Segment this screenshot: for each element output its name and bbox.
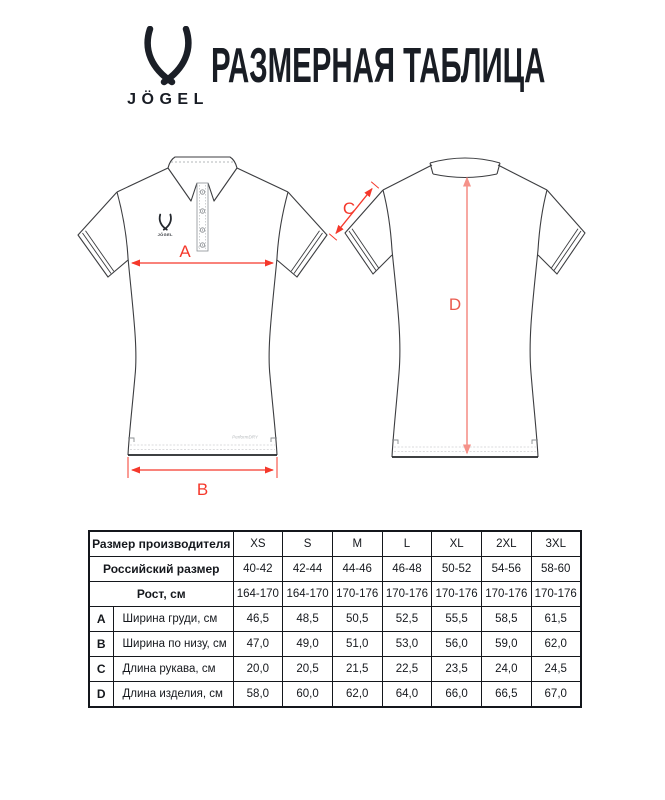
brand-logo <box>122 26 214 108</box>
measure-value-cell: 53,0 <box>382 632 432 657</box>
info-value-cell: 170-176 <box>481 582 531 607</box>
measure-value-cell: 67,0 <box>531 682 581 708</box>
measure-value-cell: 20,0 <box>233 657 283 682</box>
measure-value-cell: 61,5 <box>531 607 581 632</box>
hem-stitching <box>130 445 275 450</box>
chest-width-label: A <box>179 242 191 261</box>
info-value-cell: 46-48 <box>382 557 432 582</box>
table-header-row <box>89 531 581 557</box>
table-info-row <box>89 557 581 582</box>
measure-value-cell: 64,0 <box>382 682 432 708</box>
chest-logo-icon <box>158 215 174 238</box>
measure-value-cell: 66,0 <box>432 682 482 708</box>
measure-name-cell: Ширина по низу, см <box>113 632 233 657</box>
measure-value-cell: 52,5 <box>382 607 432 632</box>
measure-value-cell: 23,5 <box>432 657 482 682</box>
info-value-cell: 50-52 <box>432 557 482 582</box>
info-value-cell: 170-176 <box>382 582 432 607</box>
table-measure-row <box>89 657 581 682</box>
info-row-label: Российский размер <box>89 557 233 582</box>
size-column-header: S <box>283 531 333 557</box>
measure-value-cell: 21,5 <box>332 657 382 682</box>
brand-logo-icon <box>148 29 189 82</box>
fabric-watermark: PerformDRY <box>232 434 258 440</box>
sleeve-length-label: C <box>342 199 356 218</box>
info-value-cell: 40-42 <box>233 557 283 582</box>
info-value-cell: 170-176 <box>332 582 382 607</box>
table-measure-row <box>89 607 581 632</box>
info-value-cell: 42-44 <box>283 557 333 582</box>
size-column-header: XL <box>432 531 482 557</box>
front-shirt-outline <box>78 157 327 455</box>
brand-wordmark: JÖGEL <box>127 91 209 108</box>
measure-name-cell: Длина рукава, см <box>113 657 233 682</box>
size-column-header: L <box>382 531 432 557</box>
table-info-row <box>89 582 581 607</box>
size-table-body <box>89 531 581 707</box>
measure-value-cell: 46,5 <box>233 607 283 632</box>
measure-value-cell: 22,5 <box>382 657 432 682</box>
hem-stitching <box>394 447 536 452</box>
measure-value-cell: 51,0 <box>332 632 382 657</box>
info-value-cell: 58-60 <box>531 557 581 582</box>
info-value-cell: 54-56 <box>481 557 531 582</box>
size-table <box>88 530 582 708</box>
info-value-cell: 164-170 <box>233 582 283 607</box>
measure-value-cell: 59,0 <box>481 632 531 657</box>
size-column-header: 3XL <box>531 531 581 557</box>
manufacturer-size-label: Размер производителя <box>89 531 233 557</box>
measure-value-cell: 60,0 <box>283 682 333 708</box>
chest-logo-text: JÖGEL <box>157 232 174 238</box>
measure-value-cell: 58,0 <box>233 682 283 708</box>
measure-value-cell: 49,0 <box>283 632 333 657</box>
measure-letter-cell: B <box>89 632 113 657</box>
size-column-header: XS <box>233 531 283 557</box>
table-measure-row <box>89 632 581 657</box>
measure-name-cell: Ширина груди, см <box>113 607 233 632</box>
measure-value-cell: 50,5 <box>332 607 382 632</box>
measure-letter-cell: A <box>89 607 113 632</box>
size-column-header: M <box>332 531 382 557</box>
measure-value-cell: 62,0 <box>332 682 382 708</box>
measure-value-cell: 62,0 <box>531 632 581 657</box>
info-row-label: Рост, см <box>89 582 233 607</box>
placket <box>197 183 208 251</box>
measure-name-cell: Длина изделия, см <box>113 682 233 708</box>
measure-value-cell: 20,5 <box>283 657 333 682</box>
measure-letter-cell: D <box>89 682 113 708</box>
size-column-header: 2XL <box>481 531 531 557</box>
page-title: РАЗМЕРНАЯ ТАБЛИЦА <box>211 39 546 93</box>
info-value-cell: 164-170 <box>283 582 333 607</box>
back-shirt-outline <box>342 158 585 457</box>
front-view-diagram <box>58 148 330 500</box>
measure-value-cell: 56,0 <box>432 632 482 657</box>
back-view-diagram <box>323 148 613 500</box>
measure-value-cell: 48,5 <box>283 607 333 632</box>
measure-value-cell: 24,0 <box>481 657 531 682</box>
measure-letter-cell: C <box>89 657 113 682</box>
info-value-cell: 44-46 <box>332 557 382 582</box>
garment-length-label: D <box>448 295 462 314</box>
bottom-width-arrow <box>128 457 277 478</box>
measure-value-cell: 47,0 <box>233 632 283 657</box>
measure-value-cell: 58,5 <box>481 607 531 632</box>
bottom-width-label: B <box>196 480 209 499</box>
info-value-cell: 170-176 <box>531 582 581 607</box>
measure-value-cell: 55,5 <box>432 607 482 632</box>
hem-slit-marks <box>392 440 538 444</box>
info-value-cell: 170-176 <box>432 582 482 607</box>
table-measure-row <box>89 682 581 708</box>
measure-value-cell: 66,5 <box>481 682 531 708</box>
measure-value-cell: 24,5 <box>531 657 581 682</box>
